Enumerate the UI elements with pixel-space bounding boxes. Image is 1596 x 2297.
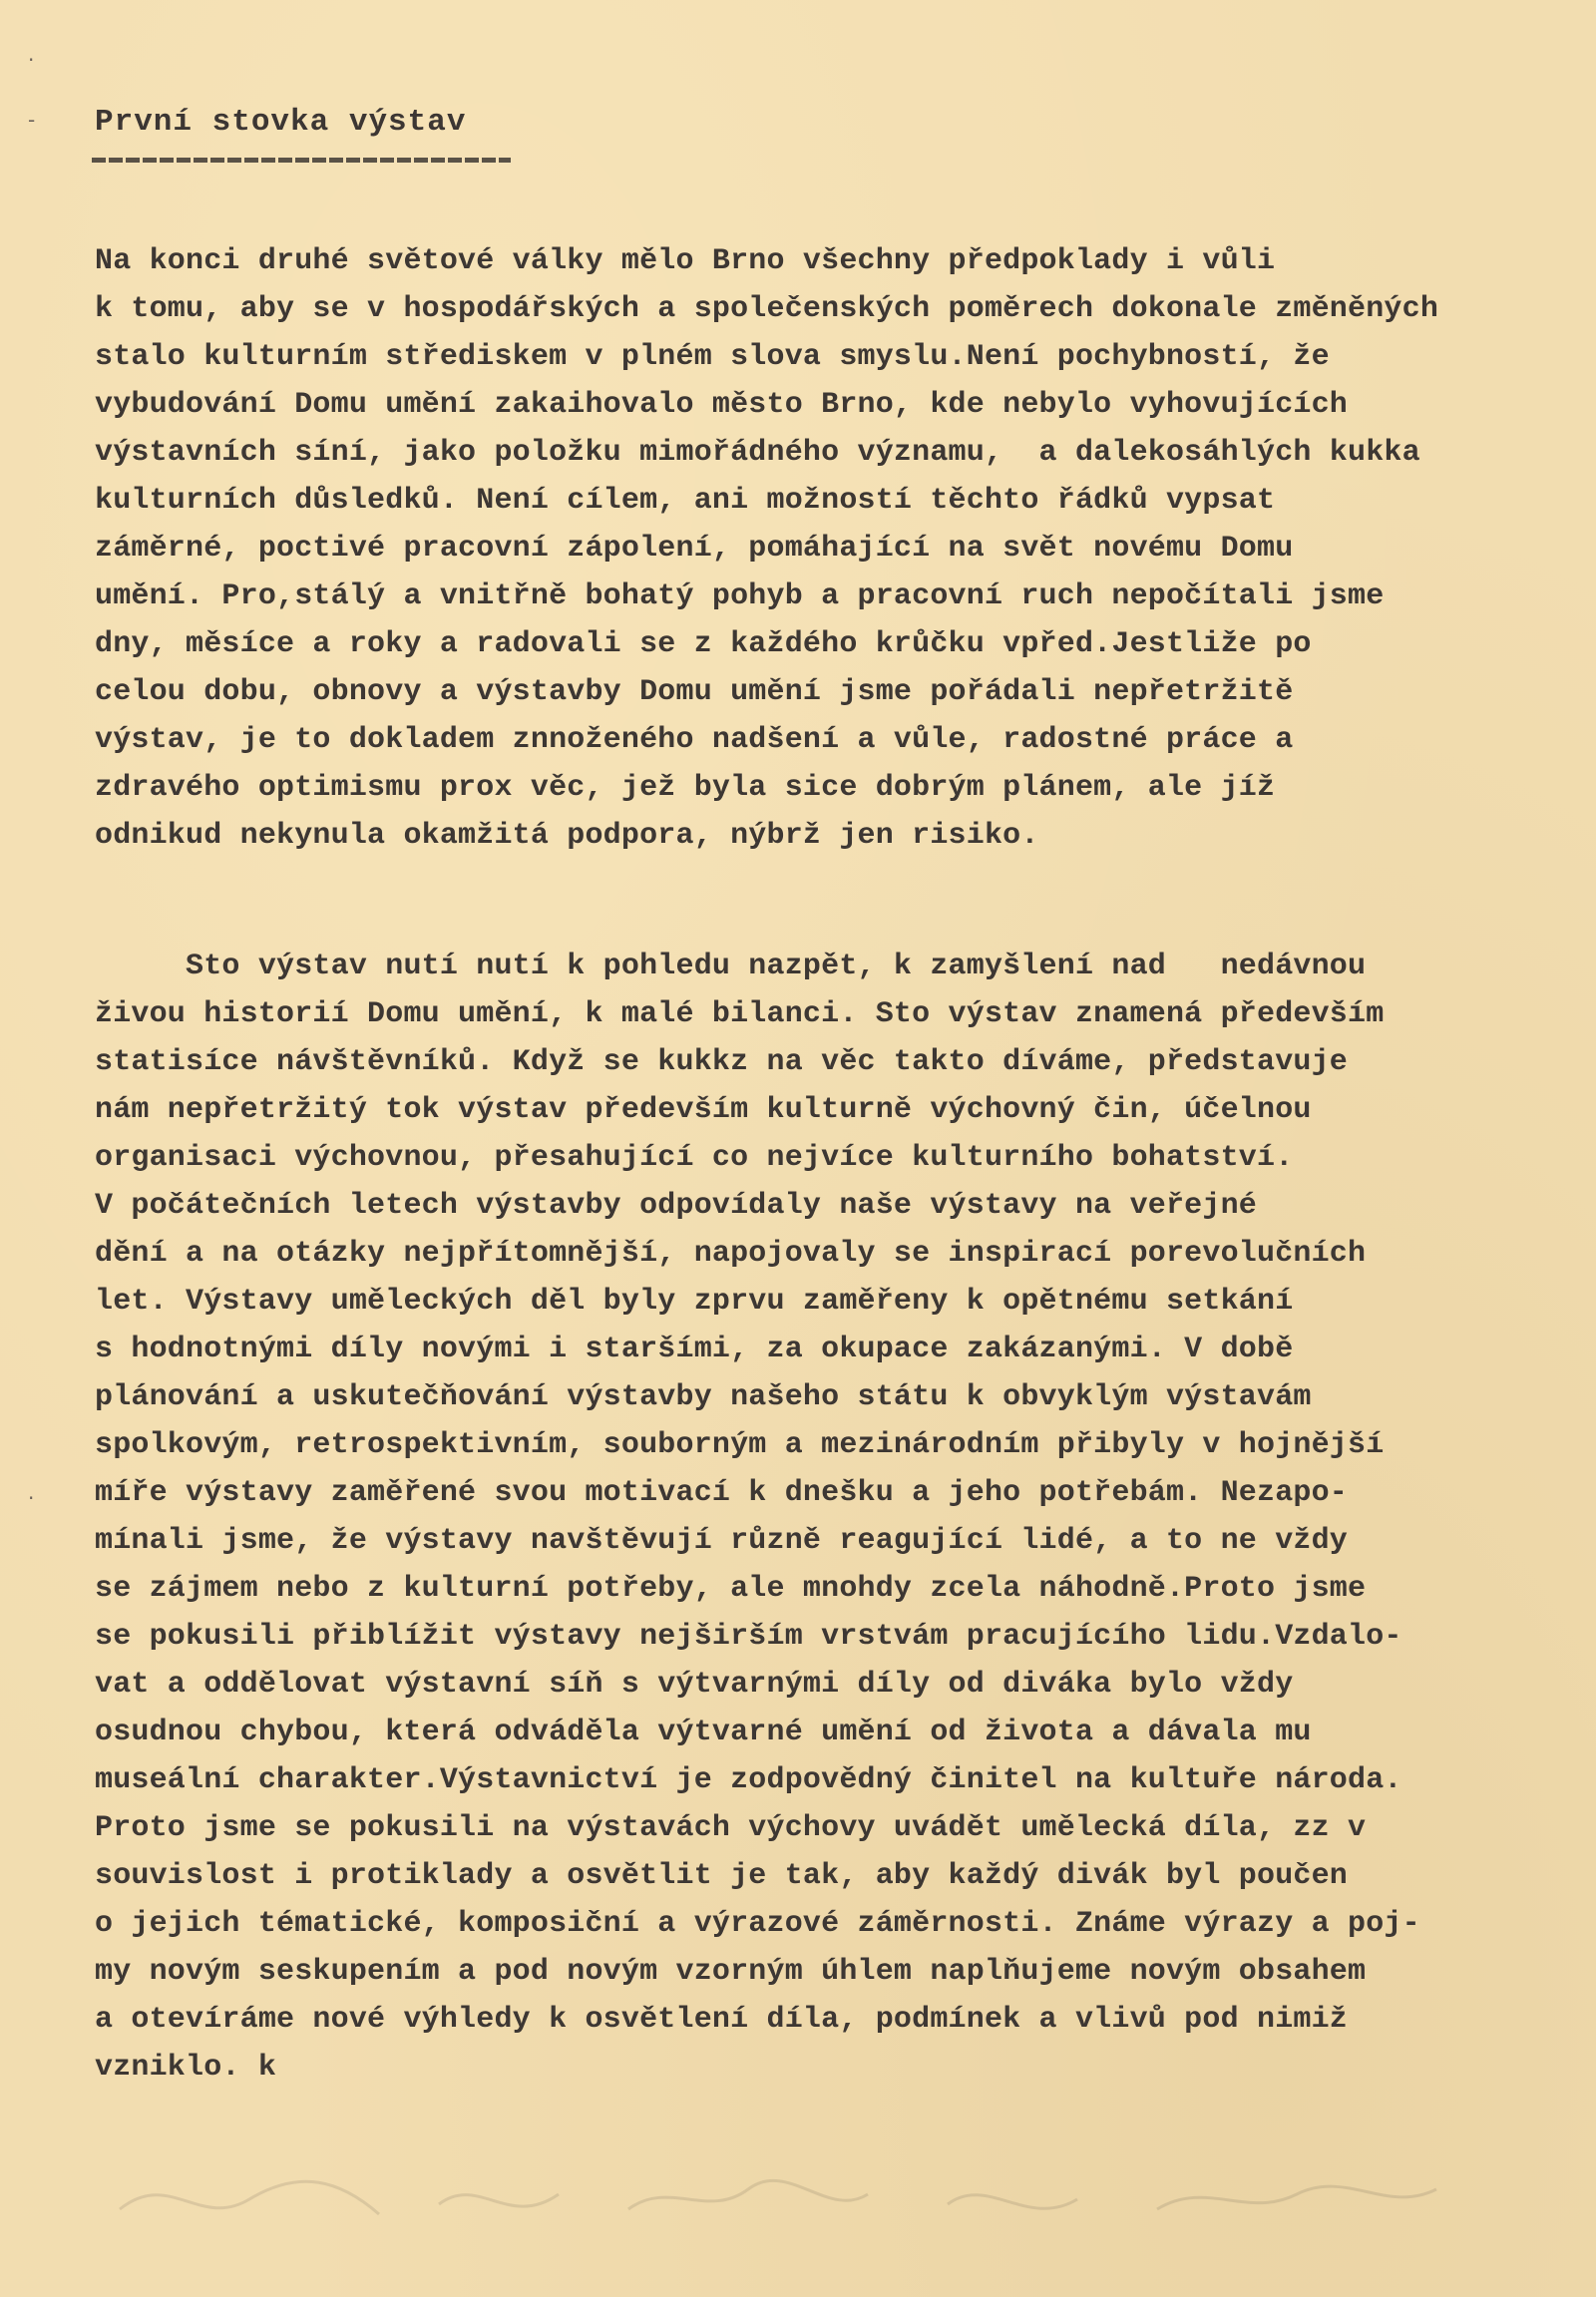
margin-mark: - bbox=[28, 108, 36, 132]
page-title: První stovka výstav bbox=[95, 105, 467, 140]
reverse-side-handwriting-bleed bbox=[110, 2159, 1506, 2239]
title-underline bbox=[92, 158, 511, 163]
body-paragraph-2: Sto výstav nutí nutí k pohledu nazpět, k zamyšlení nad nedávnou živou historií Domu umění, k malé bilanci. Sto výstav znamená především statisíce návštěvníků. Když se kukkz na věc takto díváme, představuje nám nepřetržitý tok výstav především kulturně výchovný čin, účelnou organisaci výchovnou, přesahující co nejvíce kulturního bohatství. V počátečních letech výstavby odpovídaly naše výstavy na veřejné dění a na otázky nejpřítomnější, napojovaly se inspirací porevolučních let. Výstavy uměleckých děl byly zprvu zaměřeny k opětnému setkání s hodnotnými díly novými i staršími, za okupace zakázanými. V době plánování a uskutečňování výstavby našeho státu k obvyklým výstavám spolkovým, retrospektivním, souborným a mezinárodním přibyly v hojnější míře výstavy zaměřené svou motivací k dnešku a jeho potřebám. Nezapo- mínali jsme, že výstavy navštěvují různě reagující lidé, a to ne vždy se zájmem nebo z kulturní potřeby, ale mnohdy zcela náhodně.Proto jsme se pokusili přiblížit výstavy nejširším vrstvám pracujícího lidu.Vzdalo- vat a oddělovat výstavní síň s výtvarnými díly od diváka bylo vždy osudnou chybou, která odváděla výtvarné umění od života a dávala mu museální charakter.Výstavnictví je zodpovědný činitel na kultuře národa. Proto jsme se pokusili na výstavách výchovy uvádět umělecká díla, zz v souvislost i protiklady a osvětlit je tak, aby každý divák byl poučen o jejich tématické, komposiční a výrazové záměrnosti. Známe výrazy a poj- my novým seskupením a pod novým vzorným úhlem naplňujeme novým obsahem a otevíráme nové výhledy k osvětlení díla, podmínek a vlivů pod nimiž vzniklo. k bbox=[95, 950, 1420, 2085]
margin-mark: · bbox=[28, 1486, 35, 1510]
reverse-side-bleed bbox=[559, 32, 1456, 92]
margin-mark: · bbox=[28, 48, 35, 72]
body-paragraph-1: Na konci druhé světové války mělo Brno všechny předpoklady i vůli k tomu, aby se v hospodářských a společenských poměrech dokonale změněných stalo kulturním střediskem v plném slova smyslu.Není pochybností, že vybudování Domu umění zakaihovalo město Brno, kde nebylo vyhovujících výstavních síní, jako položku mimořádného významu, a dalekosáhlých kukka kulturních důsledků. Není cílem, ani možností těchto řádků vypsat záměrné, poctivé pracovní zápolení, pomáhající na svět novému Domu umění. Pro,stálý a vnitřně bohatý pohyb a pracovní ruch nepočítali jsme dny, měsíce a roky a radovali se z každého krůčku vpřed.Jestliže po celou dobu, obnovy a výstavby Domu umění jsme pořádali nepřetržitě výstav, je to dokladem znnoženého nadšení a vůle, radostné práce a zdravého optimismu prox věc, jež byla sice dobrým plánem, ale jíž odnikud nekynula okamžitá podpora, nýbrž jen risiko. bbox=[95, 244, 1439, 853]
